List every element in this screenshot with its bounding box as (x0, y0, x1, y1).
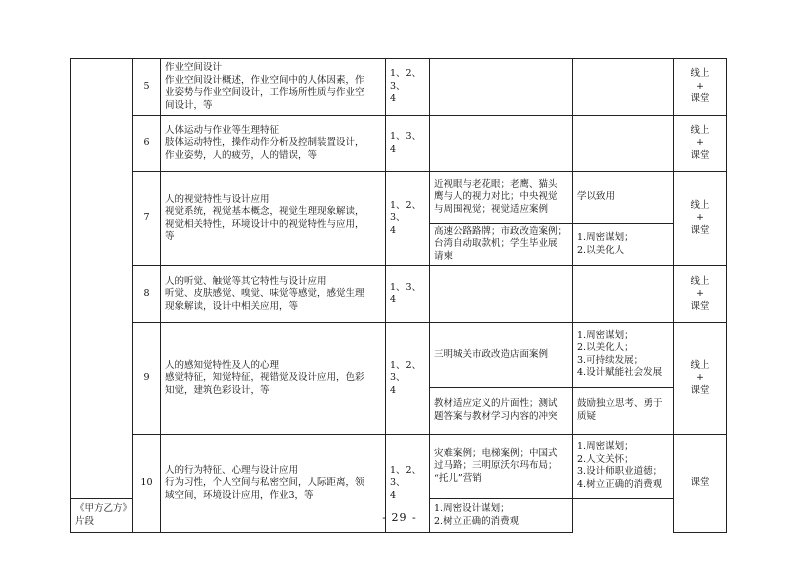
case-line: 请柬 (434, 250, 454, 262)
ideological-goals (573, 59, 674, 116)
lesson-title: 人的感知觉特性及人的心理 (165, 359, 280, 371)
teaching-mode (674, 116, 727, 172)
lesson-content (161, 59, 386, 116)
goal-line: 4.设计赋能社会发展 (577, 367, 663, 379)
lesson-content-line: 现象解读，设计中相关应用，等 (165, 300, 299, 312)
reference-numbers (386, 266, 430, 323)
case-line: 教材适应定义的片面性；测试 (434, 398, 558, 410)
lesson-content (161, 323, 386, 434)
reference-line: 1、3、4 (390, 131, 422, 155)
reference-line: 4 (390, 224, 397, 236)
reference-line: 1、2、3、 (390, 464, 422, 489)
case-line: 近视眼与老花眼；老鹰、猫头 (434, 178, 558, 190)
ideological-goals (573, 223, 674, 266)
ideological-goals (573, 116, 674, 172)
ideological-goals (573, 387, 674, 434)
case-line: 三明城关市政改造店面案例 (434, 348, 549, 360)
reference-line: 1、2、3、 (390, 199, 422, 224)
lesson-number: 10 (133, 434, 161, 532)
lesson-number: 9 (133, 323, 161, 434)
goal-line: 2.树立正确的消费观 (434, 515, 520, 527)
mode-line: 课堂 (690, 93, 710, 105)
lesson-content-line: 听觉、皮肤感觉、嗅觉、味觉等感觉，感觉生理 (165, 288, 365, 300)
lesson-title: 人的视觉特性与设计应用 (165, 193, 270, 205)
case-line: 与周围视觉；视觉适应案例 (434, 203, 549, 215)
reference-line: 4 (390, 93, 397, 105)
teaching-mode (674, 323, 727, 434)
lesson-number: 5 (133, 59, 161, 116)
mode-line: 线上 (690, 359, 710, 371)
lesson-content-line: 行为习性，个人空间与私密空间，人际距离，领 (165, 477, 365, 489)
case-line: 灾难案例；电梯案例；中国式 (434, 447, 558, 459)
lesson-content-line: 间设计，等 (165, 99, 213, 111)
mode-line: 课堂 (690, 384, 710, 396)
lesson-content-line: 作业空间设计概述，作业空间中的人体因素，作 (165, 74, 365, 86)
reference-numbers (386, 116, 430, 172)
mode-line: + (696, 80, 704, 92)
reference-numbers (386, 172, 430, 266)
goal-line: 学以致用 (577, 191, 616, 203)
ideological-goals (573, 266, 674, 323)
table-row (71, 434, 727, 498)
ideological-goals (573, 323, 674, 387)
lesson-title: 人的行为特征、心理与设计应用 (165, 464, 299, 476)
case-examples (430, 116, 573, 172)
case-examples (430, 387, 573, 434)
teaching-mode (674, 59, 727, 116)
lesson-number: 6 (133, 116, 161, 172)
lesson-content-line: 作业姿势，人的疲劳，人的错误，等 (165, 149, 318, 161)
mode-line: 课堂 (690, 224, 710, 236)
case-line: 鹰与人的视力对比；中央视觉 (434, 191, 558, 203)
case-line: “托儿”营销 (434, 472, 482, 484)
mode-line: 线上 (690, 68, 710, 80)
lesson-title: 作业空间设计 (165, 62, 223, 73)
goal-line: 4.树立正确的消费观 (577, 478, 663, 490)
lesson-title: 人的听觉、触觉等其它特性与设计应用 (165, 275, 327, 287)
mode-line: 线上 (690, 275, 710, 287)
goal-line: 质疑 (577, 410, 597, 422)
mode-line: + (696, 137, 704, 149)
reference-line: 4 (390, 489, 397, 501)
page-number: - 29 - (382, 511, 417, 524)
table-row (71, 116, 727, 172)
goal-line: 2.以美化人； (577, 342, 634, 354)
lesson-content-line: 视觉相关特性，环境设计中的视觉特性与应用， (165, 218, 365, 230)
lesson-number: 7 (133, 172, 161, 266)
goal-line: 鼓励独立思考、勇于 (577, 398, 663, 410)
lesson-content (161, 172, 386, 266)
lesson-content-line: 知觉，建筑色彩设计，等 (165, 384, 270, 396)
lesson-number: 8 (133, 266, 161, 323)
goal-line: 1.周密谋划； (577, 329, 634, 341)
reference-line: 1、3、4 (390, 281, 422, 306)
case-examples (430, 323, 573, 387)
lesson-content-line: 视觉系统，视觉基本概念，视觉生理现象解读， (165, 206, 365, 218)
teaching-mode (674, 172, 727, 266)
lesson-title: 人体运动与作业等生理特征 (165, 124, 280, 136)
reference-line: 1、2、3、 (390, 359, 422, 384)
case-examples (430, 434, 573, 498)
goal-line: 3.可持续发展； (577, 354, 644, 366)
table-row (71, 172, 727, 224)
lesson-content-line: 域空间，环境设计应用，作业3，等 (165, 489, 314, 501)
lesson-content (161, 116, 386, 172)
lesson-content-line: 感觉特征，知觉特征，视错觉及设计应用，色彩 (165, 372, 365, 384)
mode-line: 线上 (690, 199, 710, 211)
goal-line: 3.设计师职业道德； (577, 466, 663, 478)
goal-line: 1.周密谋划； (577, 232, 634, 244)
case-line: 台湾自动取款机；学生毕业展 (434, 238, 558, 250)
lesson-content (161, 266, 386, 323)
goal-line: 2.以美化人 (577, 244, 625, 256)
table-row (71, 266, 727, 323)
case-line: 题答案与教材学习内容的冲突 (434, 410, 558, 422)
reference-numbers (386, 323, 430, 434)
reference-line: 1、2、3、 (390, 68, 422, 92)
reference-numbers (386, 59, 430, 116)
mode-line: 线上 (690, 124, 710, 136)
table-row (71, 323, 727, 387)
mode-line: + (696, 212, 704, 224)
table-row (71, 59, 727, 116)
mode-line: 课堂 (690, 477, 710, 489)
teaching-mode (674, 266, 727, 323)
margin-column-cell (71, 59, 133, 499)
goal-line: 2.人文关怀； (577, 453, 634, 465)
mode-line: 课堂 (690, 149, 710, 161)
case-line: 高速公路路牌；市政改造案例； (434, 225, 568, 237)
reference-line: 4 (390, 384, 397, 396)
mode-line: + (696, 288, 704, 300)
ideological-goals (573, 434, 674, 498)
lesson-content-line: 等 (165, 231, 175, 243)
mode-line: + (696, 372, 704, 384)
case-examples (430, 223, 573, 266)
lesson-content-line: 业姿势与作业空间设计，工作场所性质与作业空 (165, 87, 365, 98)
course-schedule-table (70, 58, 727, 533)
case-line: 过马路；三明原沃尔玛布局； (434, 460, 558, 472)
ideological-goals (573, 172, 674, 224)
case-line: 《甲方乙方》片段 (75, 503, 128, 527)
goal-line: 1.周密设计谋划； (434, 503, 510, 514)
case-examples (430, 172, 573, 224)
goal-line: 1.周密谋划； (577, 441, 634, 453)
case-examples (430, 266, 573, 323)
mode-line: 课堂 (690, 300, 710, 312)
lesson-content-line: 肢体运动特性，操作动作分析及控制装置设计， (165, 137, 365, 149)
case-examples (430, 59, 573, 116)
